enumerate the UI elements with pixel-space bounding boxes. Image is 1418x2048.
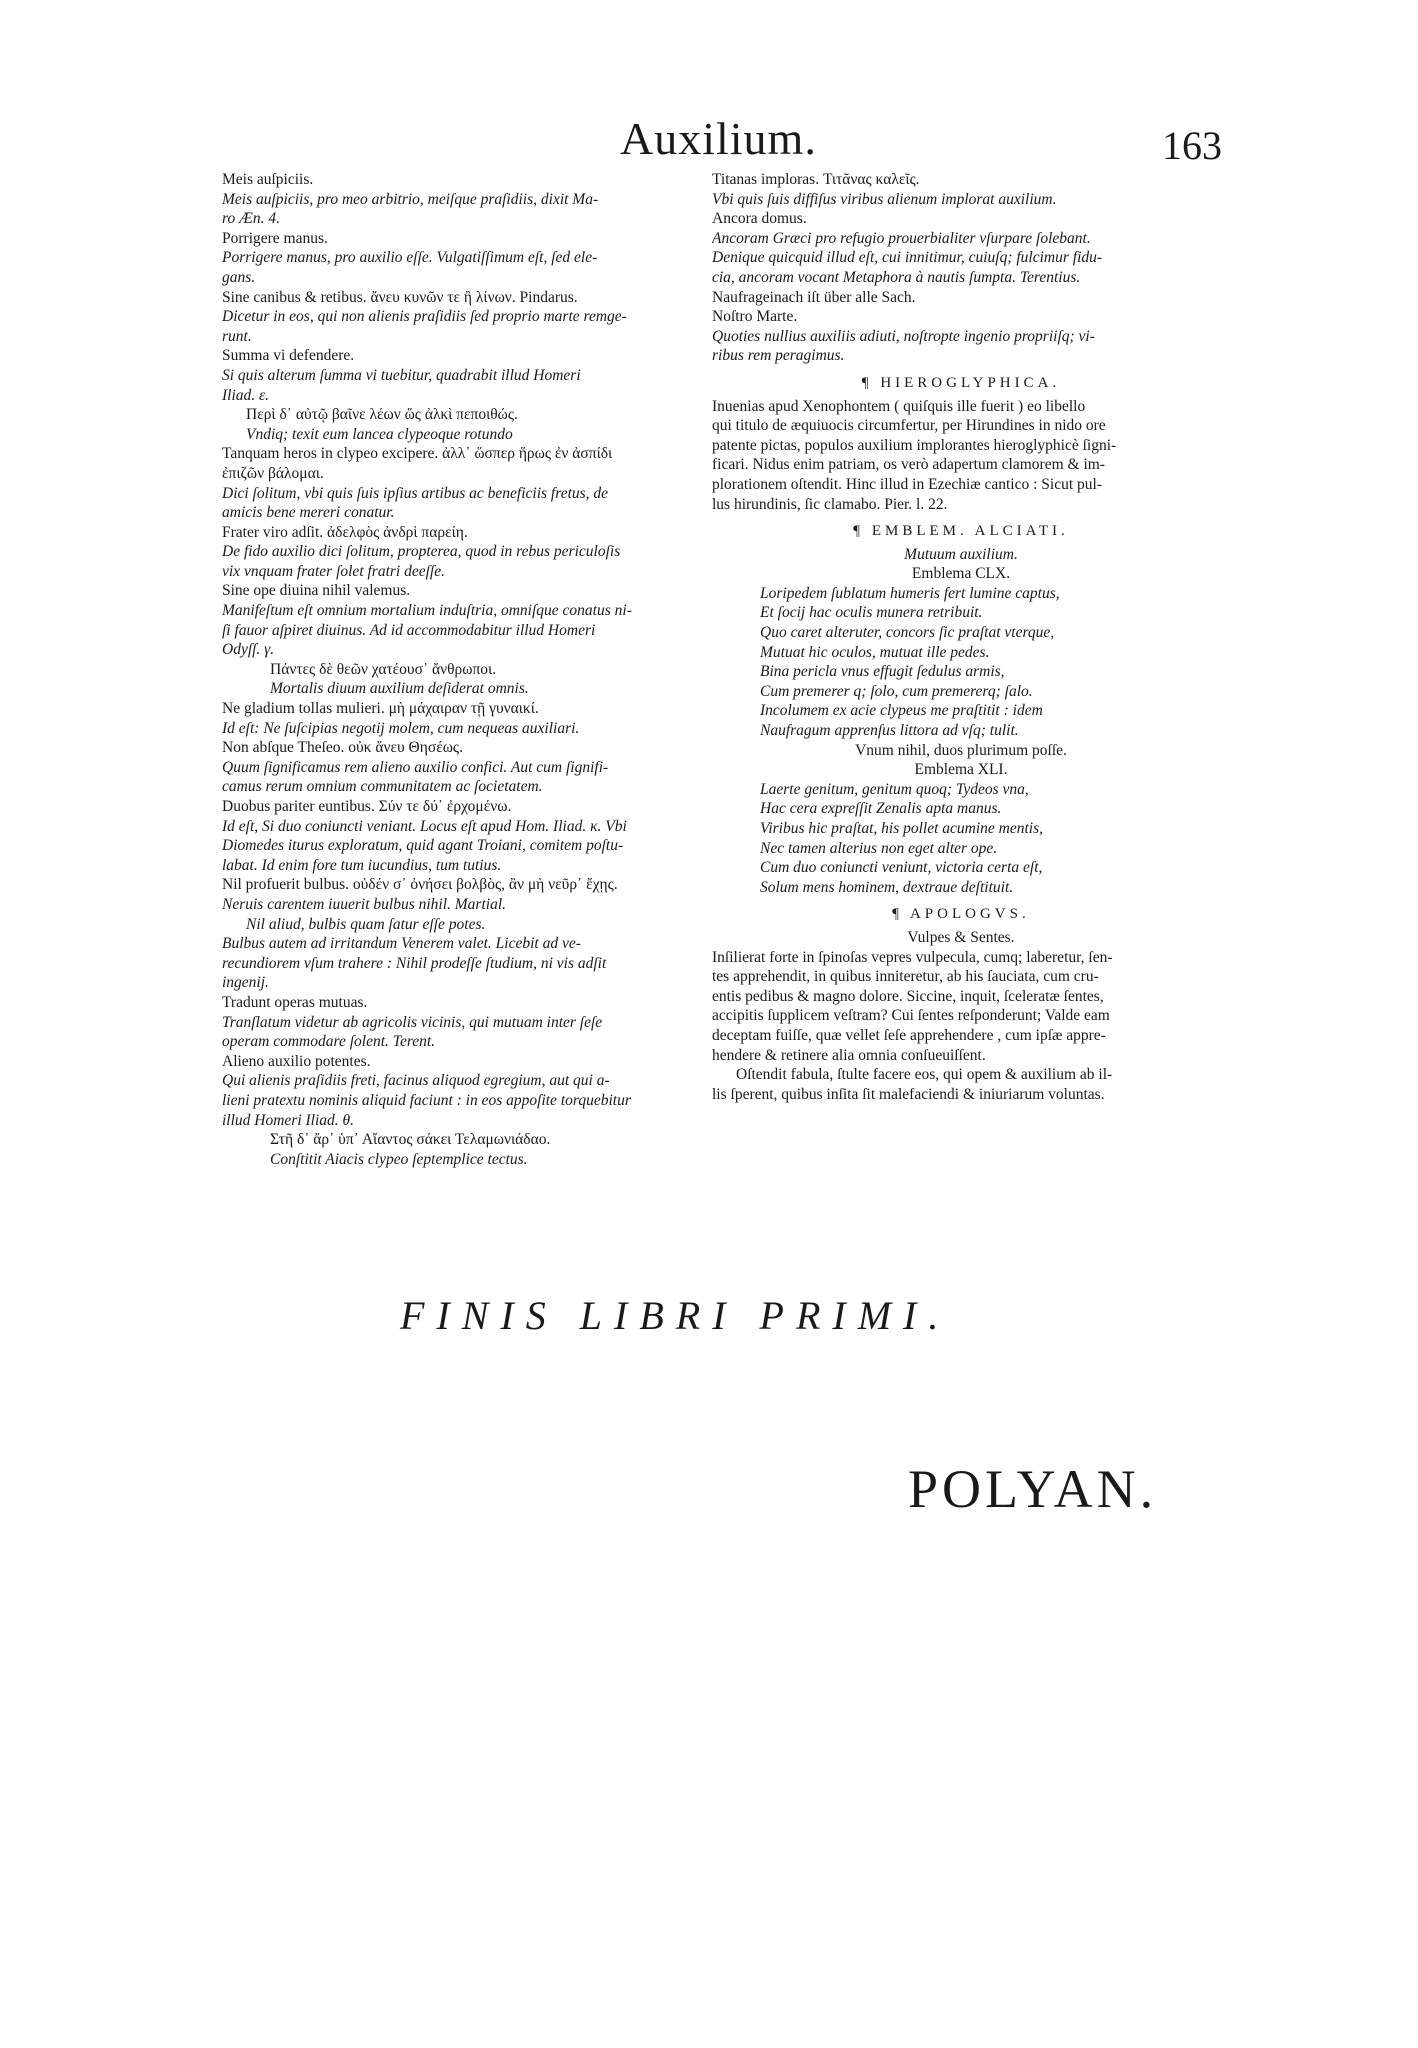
text-line: Conſtitit Aiacis clypeo ſeptemplice tectus. <box>270 1150 528 1168</box>
text-line: Bina pericla vnus effugit ſedulus armis, <box>760 663 1005 681</box>
text-line: Neruis carentem iuuerit bulbus nihil. Martial. <box>222 895 507 913</box>
text-line: Nil profuerit bulbus. οὐδέν σ᾽ ὀνήσει βολβὸς, ἂν μὴ νεῦρ᾽ ἔχῃς. <box>222 876 618 894</box>
text-line: Id eſt, Si duo coniuncti veniant. Locus eſt apud Hom. Iliad. κ. Vbi <box>222 817 627 835</box>
text-line: cia, ancoram vocant Metaphora à nautis ſumpta. Terentius. <box>712 268 1081 286</box>
text-line: gans. <box>222 268 256 286</box>
text-line: Vbi quis ſuis diffiſus viribus alienum implorat auxilium. <box>712 190 1057 208</box>
text-line: Sine canibus & retibus. ἄνευ κυνῶν τε ἢ λίνων. Pindarus. <box>222 288 578 306</box>
page-title: Auxilium. <box>620 113 817 164</box>
text-line: Tranſlatum videtur ab agricolis vicinis, qui mutuam inter ſeſe <box>222 1013 603 1031</box>
text-line: runt. <box>222 327 252 345</box>
text-line: illud Homeri Iliad. θ. <box>222 1111 355 1129</box>
text-line: Diomedes iturus exploratum, quid agant Troiani, comitem poſtu- <box>222 837 624 855</box>
text-line: Si quis alterum ſumma vi tuebitur, quadrabit illud Homeri <box>222 366 581 384</box>
text-line: Tradunt operas mutuas. <box>222 993 368 1011</box>
text-line: Quo caret alteruter, concors ſic praſtat vterque, <box>760 624 1055 642</box>
text-line: Meis auſpiciis. <box>222 171 314 188</box>
finis-libri-primi: FINIS LIBRI PRIMI. <box>400 1293 951 1338</box>
text-line: camus rerum omnium communitatem ac ſocietatem. <box>222 778 543 796</box>
text-line: Quum ſignificamus rem alieno auxilio confici. Aut cum ſignifi- <box>222 758 609 776</box>
text-line: Στῆ δ᾽ ἄρ᾽ ὑπ᾽ Αἴαντος σάκει Τελαμωνιάδαο. <box>270 1131 551 1149</box>
text-line: Inſilierat forte in ſpinoſas vepres vulpecula, cumq; laberetur, ſen- <box>712 948 1113 966</box>
text-line: Laerte genitum, genitum quoq; Tydeos vna, <box>760 780 1029 798</box>
text-line: hendere & retinere alia omnia conſueuiſſent. <box>712 1046 986 1064</box>
text-line: lis ſperent, quibus inſita ſit malefaciendi & iniuriarum voluntas. <box>712 1085 1105 1103</box>
text-line: Quoties nullius auxiliis adiuti, noſtropte ingenio propriiſq; vi- <box>712 327 1095 345</box>
text-line: Dici ſolitum, vbi quis ſuis ipſius artibus ac beneficiis fretus, de <box>222 484 609 502</box>
text-line: Et ſocij hac oculis munera retribuit. <box>760 604 983 622</box>
text-line: accipitis ſupplicem veſtram? Cui ſentes reſponderunt; Valde eam <box>712 1007 1110 1025</box>
text-line: Vnum nihil, duos plurimum poſſe. <box>855 741 1067 759</box>
text-line: Dicetur in eos, qui non alienis praſidiis ſed proprio marte remge- <box>222 308 627 326</box>
text-line: Tanquam heros in clypeo excipere. ἀλλ᾽ ὥσπερ ἥρως ἐν ἀσπίδι <box>222 445 613 463</box>
text-line: qui titulo de æquiuocis circumfertur, per Hirundines in nido ore <box>712 417 1106 435</box>
text-line: Mortalis diuum auxilium deſiderat omnis. <box>270 680 529 698</box>
text-line: recundiorem vſum trahere : Nihil prodeſſe ſtudium, ni vis adſit <box>222 954 607 972</box>
text-line: ingenij. <box>222 974 269 992</box>
text-line: Mutuat hic oculos, mutuat ille pedes. <box>760 643 990 661</box>
text-line: Emblema XLI. <box>914 761 1008 779</box>
text-line: vix vnquam frater ſolet fratri deeſſe. <box>222 562 445 580</box>
text-line: entis pedibus & magno dolore. Siccine, inquit, ſceleratæ ſentes, <box>712 987 1104 1005</box>
catchword: POLYAN. <box>908 1459 1158 1519</box>
text-line: ἐπιζῶν βάλομαι. <box>222 464 324 482</box>
text-line: Naufrageinach iſt über alle Sach. <box>712 288 916 306</box>
text-line: Viribus hic praſtat, his pollet acumine mentis, <box>760 820 1043 837</box>
text-line: Qui alienis praſidiis freti, facinus aliquod egregium, aut qui a- <box>222 1072 610 1090</box>
text-line: Incolumem ex acie clypeus me praſtitit : idem <box>760 702 1043 720</box>
text-line: Loripedem ſublatum humeris fert lumine captus, <box>760 584 1060 602</box>
text-line: De fido auxilio dici ſolitum, propterea, quod in rebus periculoſis <box>222 543 621 561</box>
text-line: Titanas imploras. Τιτᾶνας καλεῖς. <box>712 171 920 188</box>
text-line: Meis auſpiciis, pro meo arbitrio, meiſque praſidiis, dixit Ma- <box>222 190 599 208</box>
text-line: Nil aliud, bulbis quam ſatur eſſe potes. <box>246 915 486 933</box>
text-line: Ne gladium tollas mulieri. μὴ μάχαιραν τῇ γυναικί. <box>222 700 539 718</box>
text-line: Iliad. ε. <box>222 386 270 404</box>
text-line: Cum premerer q; ſolo, cum premererq; ſalo. <box>760 682 1033 700</box>
text-line: Duobus pariter euntibus. Σύν τε δύ᾽ ἐρχομένω. <box>222 798 512 815</box>
text-line: labat. Id enim fore tum iucundius, tum tutius. <box>222 856 502 874</box>
text-line: Inuenias apud Xenophontem ( quiſquis ille fuerit ) eo libello <box>712 397 1086 415</box>
text-line: tes apprehendit, in quibus inniteretur, ab his ſauciata, cum cru- <box>712 968 1099 986</box>
text-line: Cum duo coniuncti veniunt, victoria certa eſt, <box>760 859 1043 877</box>
text-line: Oſtendit fabula, ſtulte facere eos, qui opem & auxilium ab il- <box>736 1066 1113 1084</box>
text-line: Non abſque Theſeo. οὐκ ἄνευ Θησέως. <box>222 739 463 757</box>
text-line: ro Æn. 4. <box>222 210 280 228</box>
text-line: Ancora domus. <box>712 210 807 228</box>
text-line: Περὶ δ᾽ αὐτῷ βαῖνε λέων ὥς ἀλκὶ πεποιθώς. <box>246 406 518 424</box>
text-line: operam commodare ſolent. Terent. <box>222 1033 436 1051</box>
section-heading: ¶ HIEROGLYPHICA. <box>861 374 1061 391</box>
text-line: Nec tamen alterius non eget alter ope. <box>760 839 998 857</box>
text-line: Porrigere manus, pro auxilio eſſe. Vulgatiſſimum eſt, ſed ele- <box>222 249 598 267</box>
text-line: Alieno auxilio potentes. <box>222 1052 371 1070</box>
text-line: Πάντες δὲ θεῶν χατέουσ᾽ ἄνθρωποι. <box>270 660 497 678</box>
text-line: amicis bene mereri conatur. <box>222 504 395 522</box>
text-line: Hac cera expreſſit Zenalis apta manus. <box>760 800 1002 818</box>
right-column <box>712 170 1210 1104</box>
text-line: Id eſt: Ne ſuſcipias negotij molem, cum nequeas auxiliari. <box>222 719 580 737</box>
text-line: Emblema CLX. <box>911 565 1011 583</box>
text-line: Porrigere manus. <box>222 229 328 247</box>
section-heading: ¶ APOLOGVS. <box>892 906 1030 923</box>
text-line: Mutuum auxilium. <box>904 545 1018 563</box>
section-heading: ¶ EMBLEM. ALCIATI. <box>853 523 1069 540</box>
text-line: Denique quicquid illud eſt, cui innitimur, cuiuſq; fulcimur fidu- <box>712 249 1103 267</box>
text-line: Bulbus autem ad irritandum Venerem valet. Licebit ad ve- <box>222 935 581 953</box>
left-column <box>222 170 702 1169</box>
page-number: 163 <box>1162 123 1222 168</box>
text-line: patente pictas, populos auxilium implorantes hieroglyphicè ſigni- <box>712 436 1117 454</box>
text-line: lus hirundinis, ſic clamabo. Pier. l. 22. <box>712 495 948 513</box>
text-line: Frater viro adſit. ἀδελφὸς ἀνδρὶ παρείη. <box>222 523 468 541</box>
text-line: Solum mens hominem, dextraue deſtituit. <box>760 878 1014 896</box>
text-line: Vulpes & Sentes. <box>907 928 1015 946</box>
text-line: Vndiq; texit eum lancea clypeoque rotundo <box>246 425 513 443</box>
text-line: ſi fauor aſpiret diuinus. Ad id accommodabitur illud Homeri <box>222 621 596 639</box>
text-line: Odyſſ. γ. <box>222 641 275 659</box>
text-line: plorationem oſtendit. Hinc illud in Ezechiæ cantico : Sicut pul- <box>712 475 1102 493</box>
text-line: ficari. Nidus enim patriam, os verò adapertum clamorem & im- <box>712 456 1105 474</box>
text-line: Summa vi defendere. <box>222 347 355 365</box>
text-line: Naufragum apprenſus littora ad vſq; tulit. <box>760 722 1019 740</box>
text-line: Ancoram Græci pro refugio prouerbialiter vſurpare ſolebant. <box>712 229 1091 247</box>
text-line: Sine ope diuina nihil valemus. <box>222 582 411 600</box>
text-line: ribus rem peragimus. <box>712 347 845 365</box>
text-line: Noſtro Marte. <box>712 308 798 326</box>
text-line: Manifeſtum eſt omnium mortalium induſtria, omniſque conatus ni- <box>222 602 632 620</box>
text-line: deceptam fuiſſe, quæ vellet ſeſe apprehendere , cum ipſæ appre- <box>712 1026 1106 1044</box>
text-line: lieni pratextu nominis aliquid faciunt : in eos appoſite torquebitur <box>222 1091 631 1109</box>
